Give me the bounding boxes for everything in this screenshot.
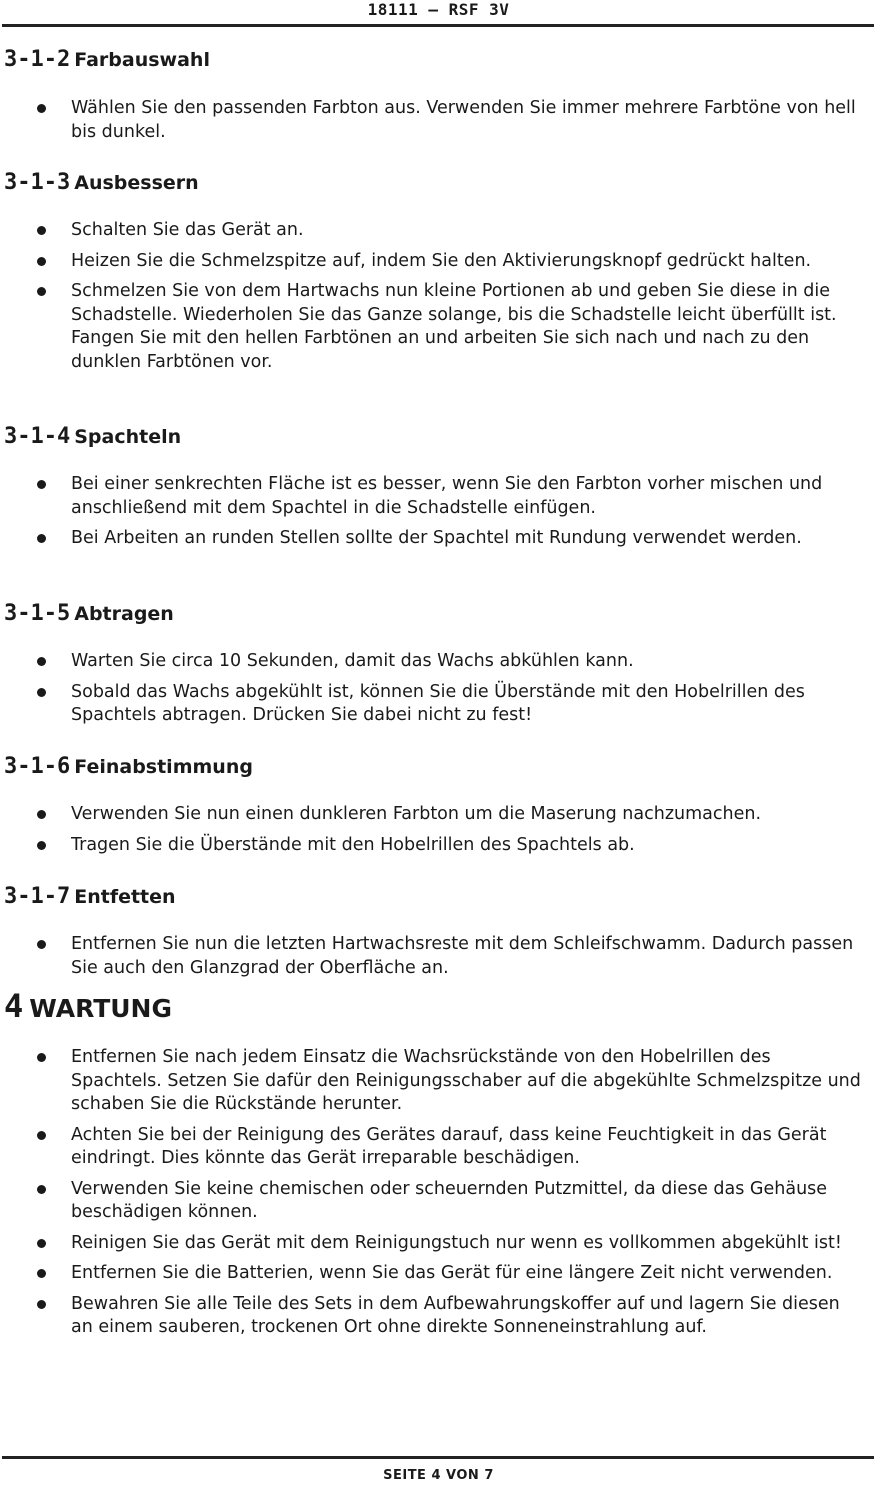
section-heading bbox=[0, 598, 877, 626]
list-item: Tragen Sie die Überstände mit den Hobelrillen des Spachtels ab. bbox=[0, 834, 877, 858]
list-item: Sobald das Wachs abgekühlt ist, können Sie die Überstände mit den Hobelrillen des Spachtels abtragen. Drücken Sie dabei nicht zu fest! bbox=[0, 681, 877, 728]
section-title: Farbauswahl bbox=[74, 49, 210, 71]
section-ausbessern bbox=[0, 153, 877, 407]
section-heading bbox=[0, 167, 877, 195]
list-item: Achten Sie bei der Reinigung des Gerätes darauf, dass keine Feuchtigkeit in das Gerät eindringt. Dies könnte das Gerät irreparable beschädigen. bbox=[0, 1124, 877, 1171]
section-spachteln bbox=[0, 407, 877, 584]
bullet-list bbox=[0, 1046, 877, 1347]
section-number: 3-1-2 bbox=[4, 47, 71, 72]
bullet-list bbox=[0, 473, 877, 558]
section-feinabstimmung bbox=[0, 737, 877, 867]
list-item: Schmelzen Sie von dem Hartwachs nun kleine Portionen ab und geben Sie diese in die Schadstelle. Wiederholen Sie das Ganze solange, bis die Schadstelle leicht überfüllt ist. Fangen Sie mit den hellen Farbtönen an und arbeiten Sie sich nach und nach zu den dunklen Farbtönen vor. bbox=[0, 280, 877, 374]
list-item: Entfernen Sie die Batterien, wenn Sie das Gerät für eine längere Zeit nicht verwenden. bbox=[0, 1262, 877, 1286]
footer-rule bbox=[2, 1456, 874, 1459]
list-item: Verwenden Sie keine chemischen oder scheuernden Putzmittel, da diese das Gehäuse beschädigen können. bbox=[0, 1178, 877, 1225]
section-title: Abtragen bbox=[74, 603, 174, 625]
section-heading bbox=[0, 421, 877, 449]
chapter-heading bbox=[0, 987, 877, 1025]
list-item: Heizen Sie die Schmelzspitze auf, indem Sie den Aktivierungsknopf gedrückt halten. bbox=[0, 250, 877, 274]
section-number: 3-1-6 bbox=[4, 754, 71, 779]
header-rule bbox=[2, 24, 874, 27]
section-wartung bbox=[0, 985, 877, 1405]
list-item: Schalten Sie das Gerät an. bbox=[0, 219, 877, 243]
list-item: Reinigen Sie das Gerät mit dem Reinigungstuch nur wenn es vollkommen abgekühlt ist! bbox=[0, 1232, 877, 1256]
section-entfetten bbox=[0, 867, 877, 985]
page-number: SEITE 4 VON 7 bbox=[383, 1468, 494, 1483]
section-heading bbox=[0, 751, 877, 779]
page-header bbox=[0, 0, 877, 26]
section-heading bbox=[0, 881, 877, 909]
list-item: Warten Sie circa 10 Sekunden, damit das Wachs abkühlen kann. bbox=[0, 650, 877, 674]
section-farbauswahl bbox=[0, 30, 877, 153]
section-heading bbox=[0, 44, 877, 72]
section-title: Entfetten bbox=[74, 886, 176, 908]
bullet-list bbox=[0, 650, 877, 735]
section-title: Spachteln bbox=[74, 426, 182, 448]
bullet-list bbox=[0, 803, 877, 864]
document-title: 18111 – RSF 3V bbox=[367, 0, 510, 19]
section-title: Ausbessern bbox=[74, 172, 199, 194]
section-number: 3-1-7 bbox=[4, 884, 71, 909]
list-item: Bewahren Sie alle Teile des Sets in dem Aufbewahrungskoffer auf und lagern Sie diesen an einem sauberen, trockenen Ort ohne direkte Sonneneinstrahlung auf. bbox=[0, 1293, 877, 1340]
bullet-list bbox=[0, 933, 877, 987]
chapter-number: 4 bbox=[4, 987, 24, 1025]
page-content bbox=[0, 30, 877, 1405]
section-number: 3-1-3 bbox=[4, 170, 71, 195]
list-item: Entfernen Sie nun die letzten Hartwachsreste mit dem Schleifschwamm. Dadurch passen Sie auch den Glanzgrad der Oberfläche an. bbox=[0, 933, 877, 980]
list-item: Bei Arbeiten an runden Stellen sollte der Spachtel mit Rundung verwendet werden. bbox=[0, 527, 877, 551]
list-item: Bei einer senkrechten Fläche ist es besser, wenn Sie den Farbton vorher mischen und anschließend mit dem Spachtel in die Schadstelle einfügen. bbox=[0, 473, 877, 520]
section-abtragen bbox=[0, 584, 877, 737]
list-item: Wählen Sie den passenden Farbton aus. Verwenden Sie immer mehrere Farbtöne von hell bis dunkel. bbox=[0, 97, 877, 144]
bullet-list bbox=[0, 219, 877, 381]
section-number: 3-1-5 bbox=[4, 601, 71, 626]
section-title: Feinabstimmung bbox=[74, 756, 253, 778]
list-item: Verwenden Sie nun einen dunkleren Farbton um die Maserung nachzumachen. bbox=[0, 803, 877, 827]
bullet-list bbox=[0, 97, 877, 151]
chapter-title: WARTUNG bbox=[29, 994, 172, 1023]
list-item: Entfernen Sie nach jedem Einsatz die Wachsrückstände von den Hobelrillen des Spachtels. Setzen Sie dafür den Reinigungsschaber auf die abgekühlte Schmelzspitze und schaben Sie die Rückstände herunter. bbox=[0, 1046, 877, 1117]
section-number: 3-1-4 bbox=[4, 424, 71, 449]
